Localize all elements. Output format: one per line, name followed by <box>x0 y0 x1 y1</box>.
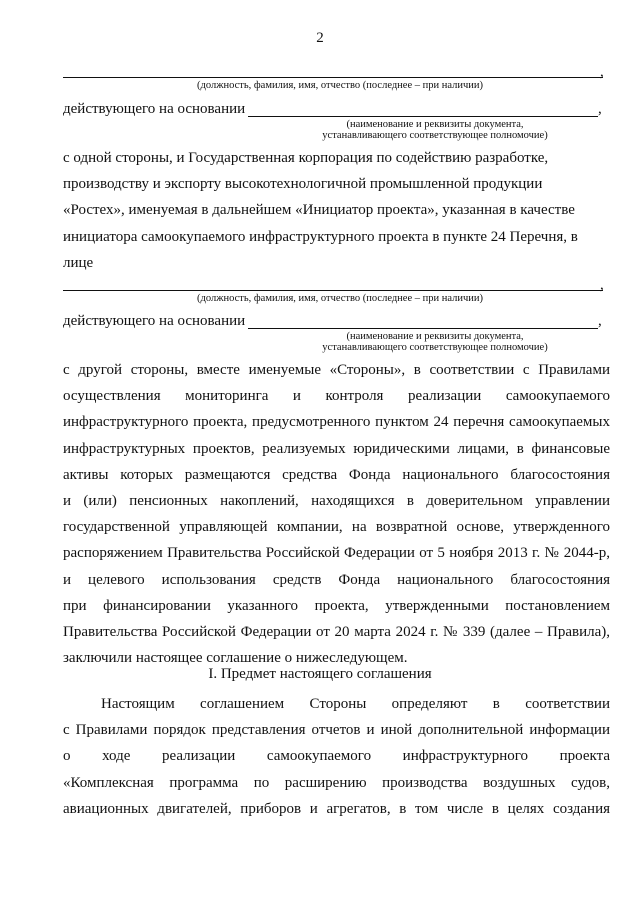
text-line: лице <box>63 254 94 271</box>
text-line: инфраструктурного проекта, предусмотренного пунктом 24 перечня самоокупаемых <box>63 414 610 431</box>
page-number: 2 <box>316 30 324 46</box>
paragraph-second-party <box>63 357 610 671</box>
basis-label: действующего на основании <box>63 101 246 117</box>
signatory-name-blank-2 <box>63 290 603 291</box>
basis-label-2: действующего на основании <box>63 313 246 329</box>
comma: , <box>600 277 604 293</box>
caption-document-4: устанавливающего соответствующее полномочие) <box>322 342 548 353</box>
paragraph-section-1 <box>63 691 610 822</box>
text-line: производству и экспорту высокотехнологичной промышленной продукции <box>63 176 543 193</box>
text-line: с Правилами порядок представления отчетов и иной дополнительной информации <box>63 722 610 739</box>
basis-document-blank-2 <box>248 328 598 329</box>
text-line: осуществления мониторинга и контроля реализации самоокупаемого <box>63 388 610 405</box>
text-line: Настоящим соглашением Стороны определяют в соответствии <box>101 696 610 712</box>
caption-document-2: устанавливающего соответствующее полномочие) <box>322 130 548 141</box>
text-line: с другой стороны, вместе именуемые «Стороны», в соответствии с Правилами <box>63 362 610 378</box>
text-line: о ходе реализации самоокупаемого инфраструктурного проекта <box>63 748 610 765</box>
text-line: «Ростех», именуемая в дальнейшем «Инициатор проекта», указанная в качестве <box>63 202 575 219</box>
text-line: Правительства Российской Федерации от 20 марта 2024 г. № 339 (далее – Правила), <box>63 624 610 641</box>
caption-name: (должность, фамилия, имя, отчество (последнее – при наличии) <box>197 80 483 91</box>
caption-document-3: (наименование и реквизиты документа, <box>346 331 524 342</box>
paragraph-first-party <box>63 145 610 276</box>
text-line: и (или) пенсионных накоплений, находящихся в доверительном управлении <box>63 493 610 510</box>
comma: , <box>598 313 602 329</box>
basis-document-blank <box>248 116 598 117</box>
text-line: распоряжением Правительства Российской Федерации от 5 ноября 2013 г. № 2044-р, <box>63 545 610 562</box>
text-line: с одной стороны, и Государственная корпорация по содействию разработке, <box>63 150 549 166</box>
comma: , <box>600 64 604 80</box>
signatory-name-blank <box>63 77 603 78</box>
caption-document-1: (наименование и реквизиты документа, <box>346 119 524 130</box>
text-line: инфраструктурных проектов, реализуемых юридическими лицами, в финансовые <box>63 440 610 457</box>
text-line: активы которых размещаются средства Фонда национального благосостояния <box>63 466 610 483</box>
text-line: «Комплексная программа по расширению производства воздушных судов, <box>63 774 610 791</box>
text-line: при финансировании указанного проекта, утвержденными постановлением <box>63 597 610 614</box>
text-line: государственной управляющей компании, на возвратной основе, утвержденного <box>63 519 610 536</box>
comma: , <box>598 101 602 117</box>
text-line: авиационных двигателей, приборов и агрегатов, в том числе в целях создания <box>63 800 610 817</box>
text-line: инициатора самоокупаемого инфраструктурного проекта в пункте 24 Перечня, в <box>63 228 578 245</box>
section-heading: I. Предмет настоящего соглашения <box>208 666 432 682</box>
caption-name-2: (должность, фамилия, имя, отчество (последнее – при наличии) <box>197 293 483 304</box>
text-line: заключили настоящее соглашение о нижеследующем. <box>63 650 408 667</box>
text-line: и целевого использования средств Фонда национального благосостояния <box>63 571 610 588</box>
